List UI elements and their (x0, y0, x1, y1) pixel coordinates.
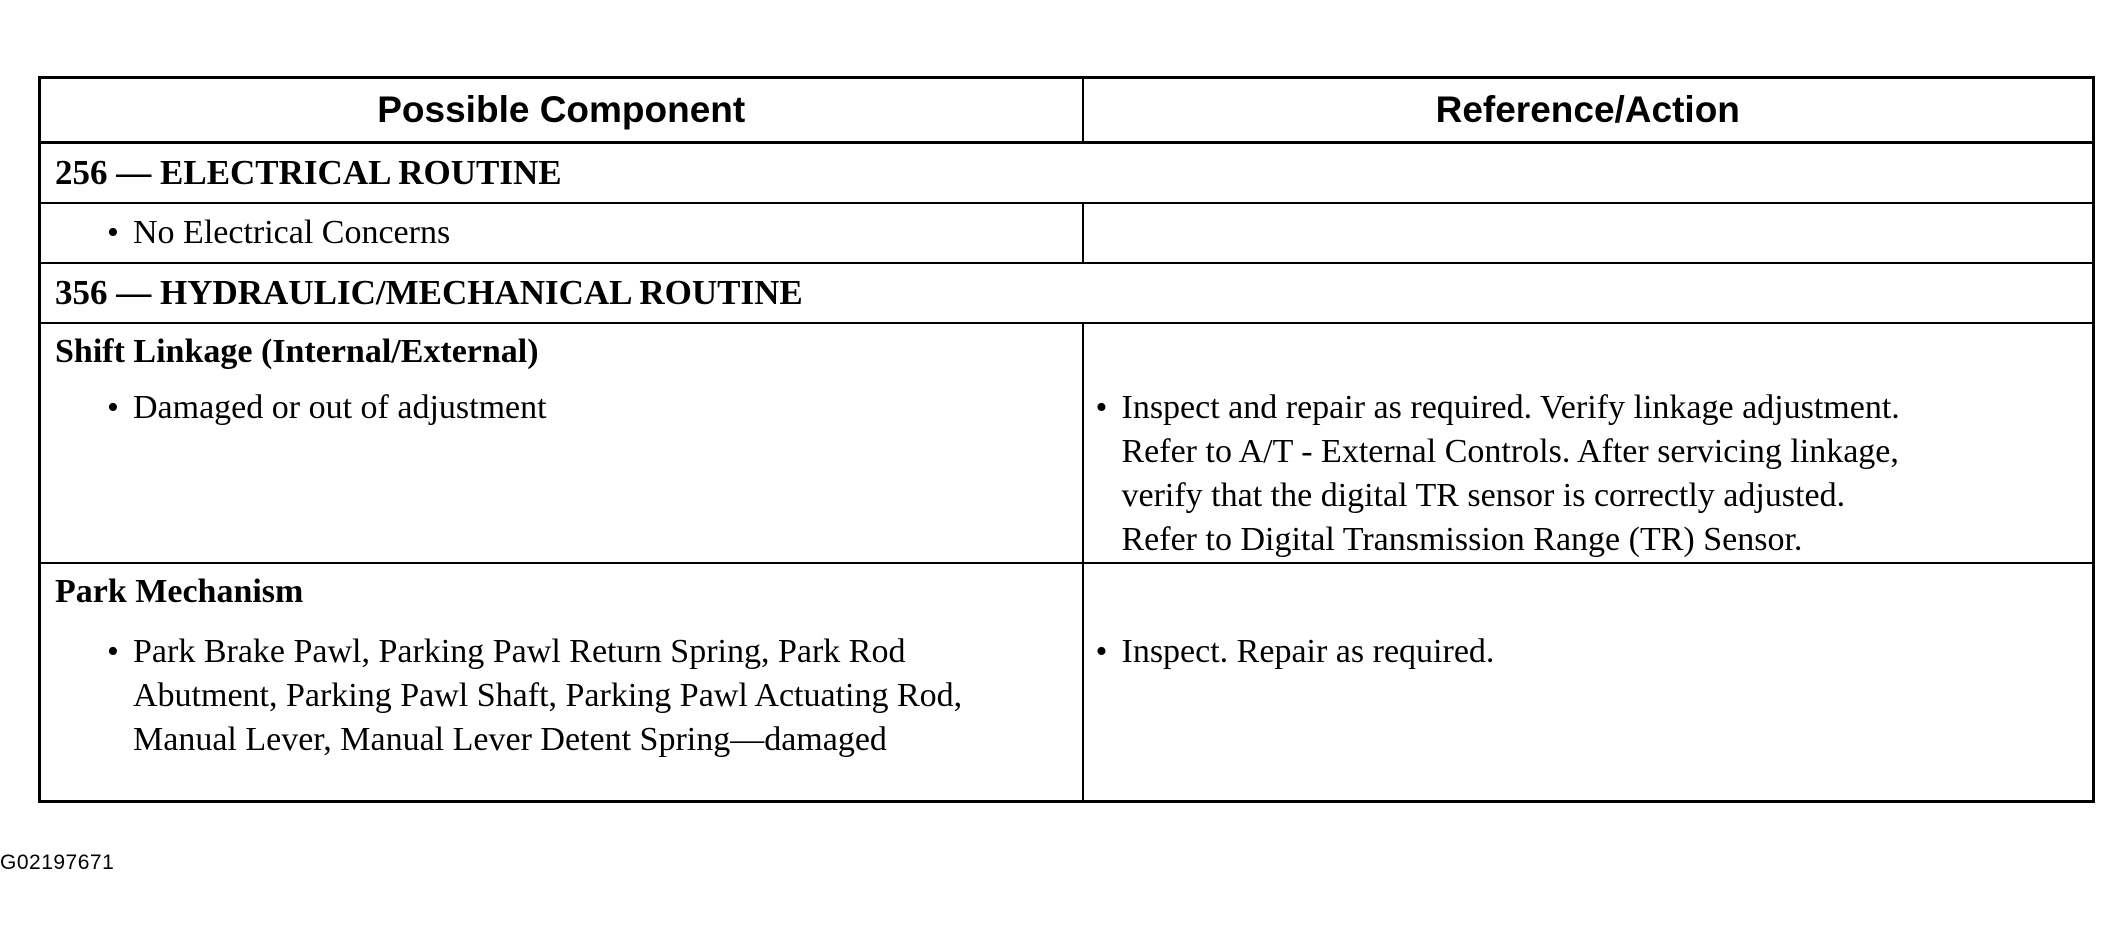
action-text: Inspect and repair as required. Verify linkage adjustment. Refer to A/T - External Controls. After servicing linkage, verify that the digital TR sensor is correctly adjusted. Refer to Digital Transmission Range (TR) Sensor. (1121, 389, 1900, 558)
section-title-hydraulic: 356 — HYDRAULIC/MECHANICAL ROUTINE (40, 263, 2094, 323)
bullet-icon: • (107, 214, 119, 251)
section-row-hydraulic (40, 263, 2094, 323)
bullet-icon: • (107, 633, 119, 670)
group-title-park-mechanism: Park Mechanism (55, 573, 304, 610)
bullet-icon: • (1095, 389, 1108, 426)
group-title-shift-linkage: Shift Linkage (Internal/External) (55, 333, 539, 370)
section-row-electrical (40, 143, 2094, 204)
table-row (40, 203, 2094, 263)
action-cell (1083, 563, 2094, 802)
action-cell (1083, 323, 2094, 563)
component-cell (40, 203, 1083, 263)
figure-id: G02197671 (0, 851, 115, 874)
bullet-icon: • (107, 389, 119, 426)
header-reference-action: Reference/Action (1083, 78, 2094, 143)
table-row (40, 323, 2094, 563)
section-title-electrical: 256 — ELECTRICAL ROUTINE (40, 143, 2094, 204)
table-header-row (40, 78, 2094, 143)
action-cell (1083, 203, 2094, 263)
header-possible-component: Possible Component (40, 78, 1083, 143)
component-text: No Electrical Concerns (133, 214, 451, 251)
component-text: Damaged or out of adjustment (133, 389, 547, 426)
action-text: Inspect. Repair as required. (1121, 633, 1495, 670)
component-cell (40, 323, 1083, 563)
component-text: Park Brake Pawl, Parking Pawl Return Spring, Park Rod Abutment, Parking Pawl Shaft, Parking Pawl Actuating Rod, Manual Lever, Manual Lever Detent Spring—damaged (133, 633, 963, 758)
component-cell (40, 563, 1083, 802)
table-row (40, 563, 2094, 802)
diagnostic-table (38, 76, 2095, 803)
bullet-icon: • (1095, 633, 1108, 670)
